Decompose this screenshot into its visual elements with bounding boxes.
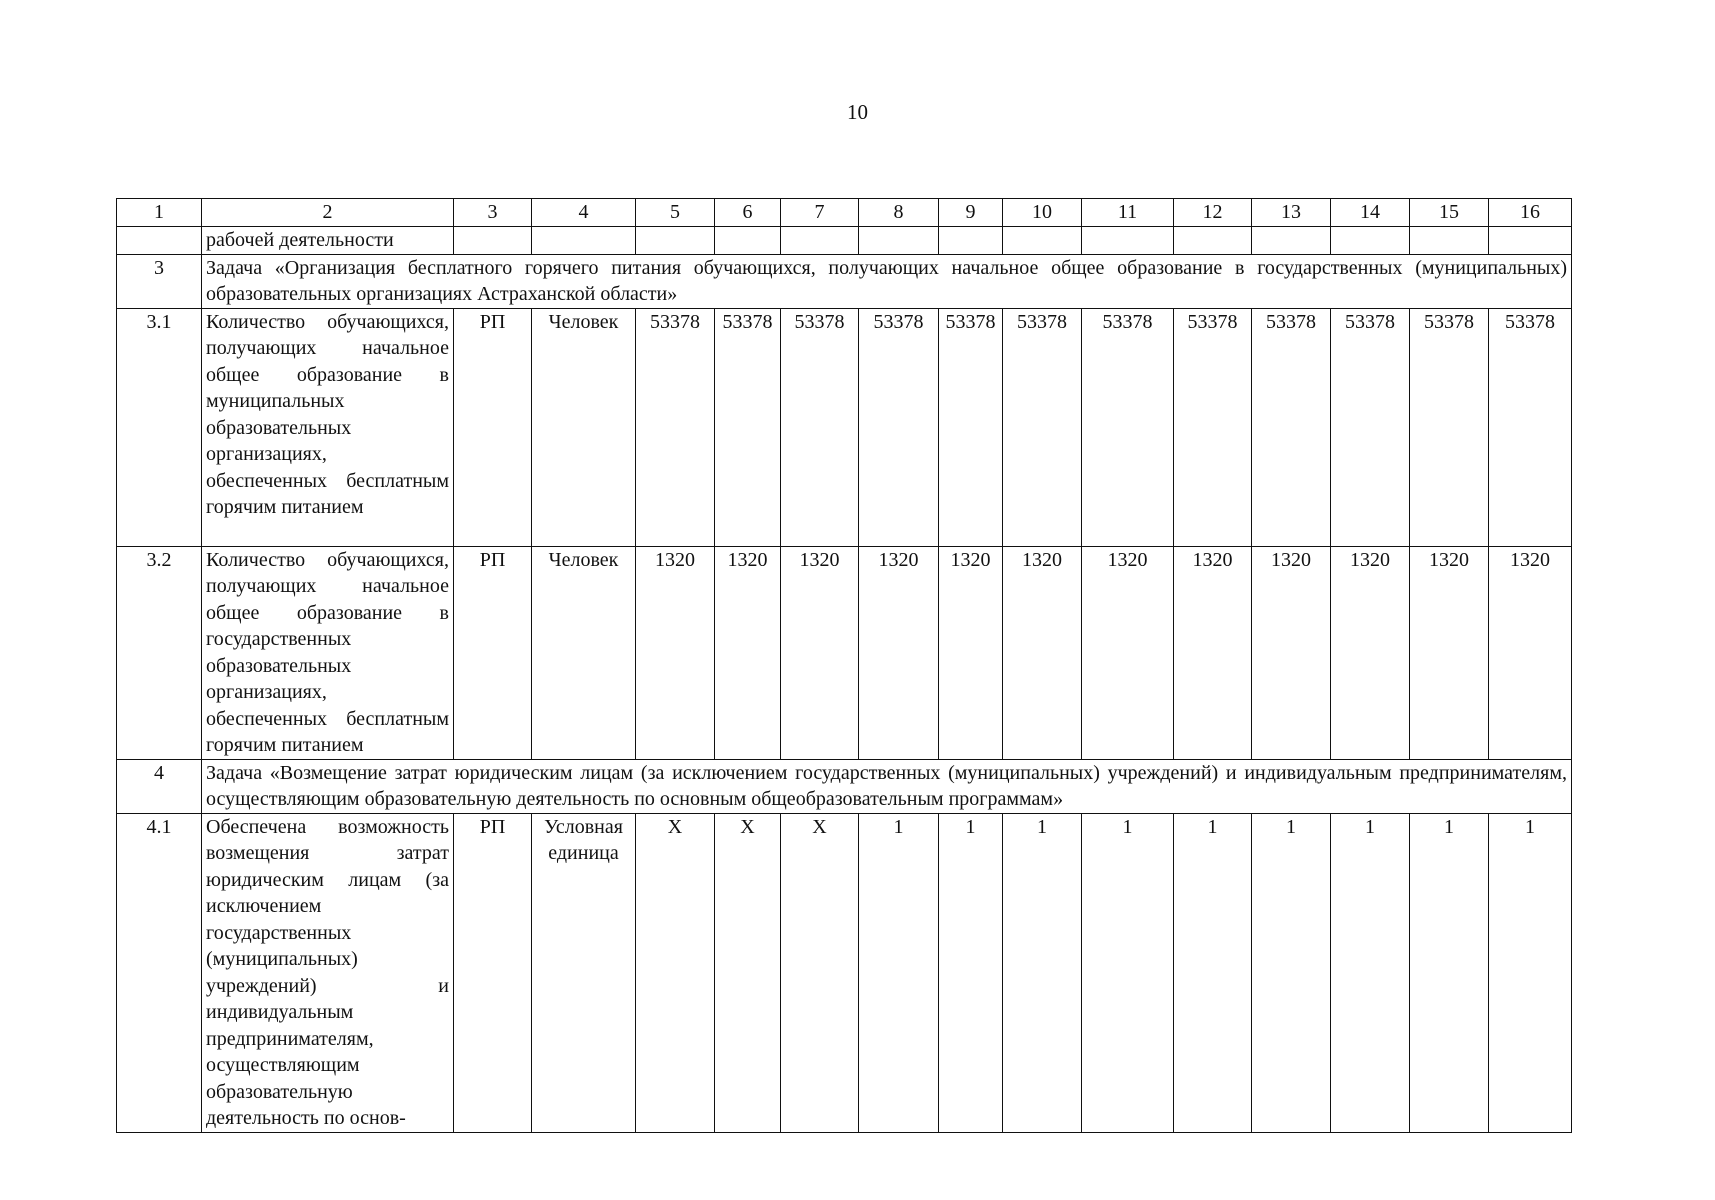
row-number: 4.1 xyxy=(117,813,202,1132)
value-cell: 1 xyxy=(1252,813,1331,1132)
empty-cell xyxy=(1489,227,1572,255)
value-cell: 53378 xyxy=(715,308,781,546)
indicator-row-4-1 xyxy=(117,813,1572,1132)
empty-cell xyxy=(859,227,939,255)
indicator-description: Обеспечена возможность возмещения затрат юридическим лицам (за исключением государственных (муниципальных) учреждений) и индивидуальным предпринимателям, осуществляющим образовательную деятельность по основ- xyxy=(202,813,454,1132)
empty-cell xyxy=(532,227,636,255)
empty-cell xyxy=(1082,227,1174,255)
empty-cell xyxy=(117,227,202,255)
empty-cell xyxy=(454,227,532,255)
value-cell: 1 xyxy=(939,813,1003,1132)
indicator-row-3-1 xyxy=(117,308,1572,546)
page-number: 10 xyxy=(847,100,868,124)
value-cell: 53378 xyxy=(939,308,1003,546)
value-cell: X xyxy=(781,813,859,1132)
task-number: 3 xyxy=(117,254,202,308)
indicator-description: Количество обучающихся, получающих начальное общее образование в муниципальных образовательных организациях, обеспеченных бесплатным горячим питанием xyxy=(202,308,454,546)
value-cell: 53378 xyxy=(1082,308,1174,546)
value-cell: 1320 xyxy=(1174,546,1252,759)
column-number: 15 xyxy=(1410,199,1489,227)
carry-over-row xyxy=(117,227,1572,255)
value-cell: 1320 xyxy=(715,546,781,759)
indicators-table xyxy=(116,198,1572,1133)
column-number: 11 xyxy=(1082,199,1174,227)
source-cell: РП xyxy=(454,813,532,1132)
empty-cell xyxy=(939,227,1003,255)
value-cell: 53378 xyxy=(1252,308,1331,546)
unit-cell: Человек xyxy=(532,546,636,759)
value-cell: 1320 xyxy=(859,546,939,759)
column-number: 6 xyxy=(715,199,781,227)
value-cell: 1320 xyxy=(1331,546,1410,759)
empty-cell xyxy=(1252,227,1331,255)
value-cell: 1320 xyxy=(781,546,859,759)
column-number: 2 xyxy=(202,199,454,227)
column-number: 14 xyxy=(1331,199,1410,227)
column-number: 7 xyxy=(781,199,859,227)
source-cell: РП xyxy=(454,308,532,546)
indicator-description: Количество обучающихся, получающих начальное общее образование в государственных образовательных организациях, обеспеченных бесплатным горячим питанием xyxy=(202,546,454,759)
value-cell: 1 xyxy=(1003,813,1082,1132)
empty-cell xyxy=(1003,227,1082,255)
task-number: 4 xyxy=(117,759,202,813)
value-cell: 1 xyxy=(1410,813,1489,1132)
value-cell: 53378 xyxy=(636,308,715,546)
value-cell: 1320 xyxy=(1082,546,1174,759)
column-number: 4 xyxy=(532,199,636,227)
empty-cell xyxy=(1410,227,1489,255)
value-cell: 1 xyxy=(1174,813,1252,1132)
column-number: 5 xyxy=(636,199,715,227)
column-number-row xyxy=(117,199,1572,227)
value-cell: 53378 xyxy=(781,308,859,546)
value-cell: 1320 xyxy=(939,546,1003,759)
value-cell: 53378 xyxy=(859,308,939,546)
row-number: 3.1 xyxy=(117,308,202,546)
task-row-4 xyxy=(117,759,1572,813)
column-number: 16 xyxy=(1489,199,1572,227)
value-cell: 53378 xyxy=(1003,308,1082,546)
value-cell: 53378 xyxy=(1174,308,1252,546)
value-cell: 53378 xyxy=(1489,308,1572,546)
value-cell: 53378 xyxy=(1410,308,1489,546)
column-number: 3 xyxy=(454,199,532,227)
task-text: Задача «Организация бесплатного горячего питания обучающихся, получающих начальное общее образование в государственных (муниципальных) образовательных организациях Астраханской области» xyxy=(202,254,1572,308)
source-cell: РП xyxy=(454,546,532,759)
value-cell: X xyxy=(636,813,715,1132)
value-cell: 1320 xyxy=(1003,546,1082,759)
column-number: 13 xyxy=(1252,199,1331,227)
empty-cell xyxy=(1331,227,1410,255)
value-cell: 1 xyxy=(1331,813,1410,1132)
indicator-row-3-2 xyxy=(117,546,1572,759)
empty-cell xyxy=(636,227,715,255)
value-cell: X xyxy=(715,813,781,1132)
row-number: 3.2 xyxy=(117,546,202,759)
value-cell: 53378 xyxy=(1331,308,1410,546)
task-text: Задача «Возмещение затрат юридическим лицам (за исключением государственных (муниципальных) учреждений) и индивидуальным предпринимателям, осуществляющим образовательную деятельность по основным общеобразовательным программам» xyxy=(202,759,1572,813)
empty-cell xyxy=(715,227,781,255)
value-cell: 1 xyxy=(1489,813,1572,1132)
column-number: 12 xyxy=(1174,199,1252,227)
column-number: 8 xyxy=(859,199,939,227)
empty-cell xyxy=(781,227,859,255)
unit-cell: Человек xyxy=(532,308,636,546)
value-cell: 1320 xyxy=(1489,546,1572,759)
value-cell: 1320 xyxy=(1252,546,1331,759)
task-row-3 xyxy=(117,254,1572,308)
empty-cell xyxy=(1174,227,1252,255)
value-cell: 1 xyxy=(1082,813,1174,1132)
value-cell: 1320 xyxy=(636,546,715,759)
column-number: 9 xyxy=(939,199,1003,227)
value-cell: 1320 xyxy=(1410,546,1489,759)
column-number: 10 xyxy=(1003,199,1082,227)
column-number: 1 xyxy=(117,199,202,227)
value-cell: 1 xyxy=(859,813,939,1132)
unit-cell: Условная единица xyxy=(532,813,636,1132)
carry-over-text: рабочей деятельности xyxy=(202,227,454,255)
